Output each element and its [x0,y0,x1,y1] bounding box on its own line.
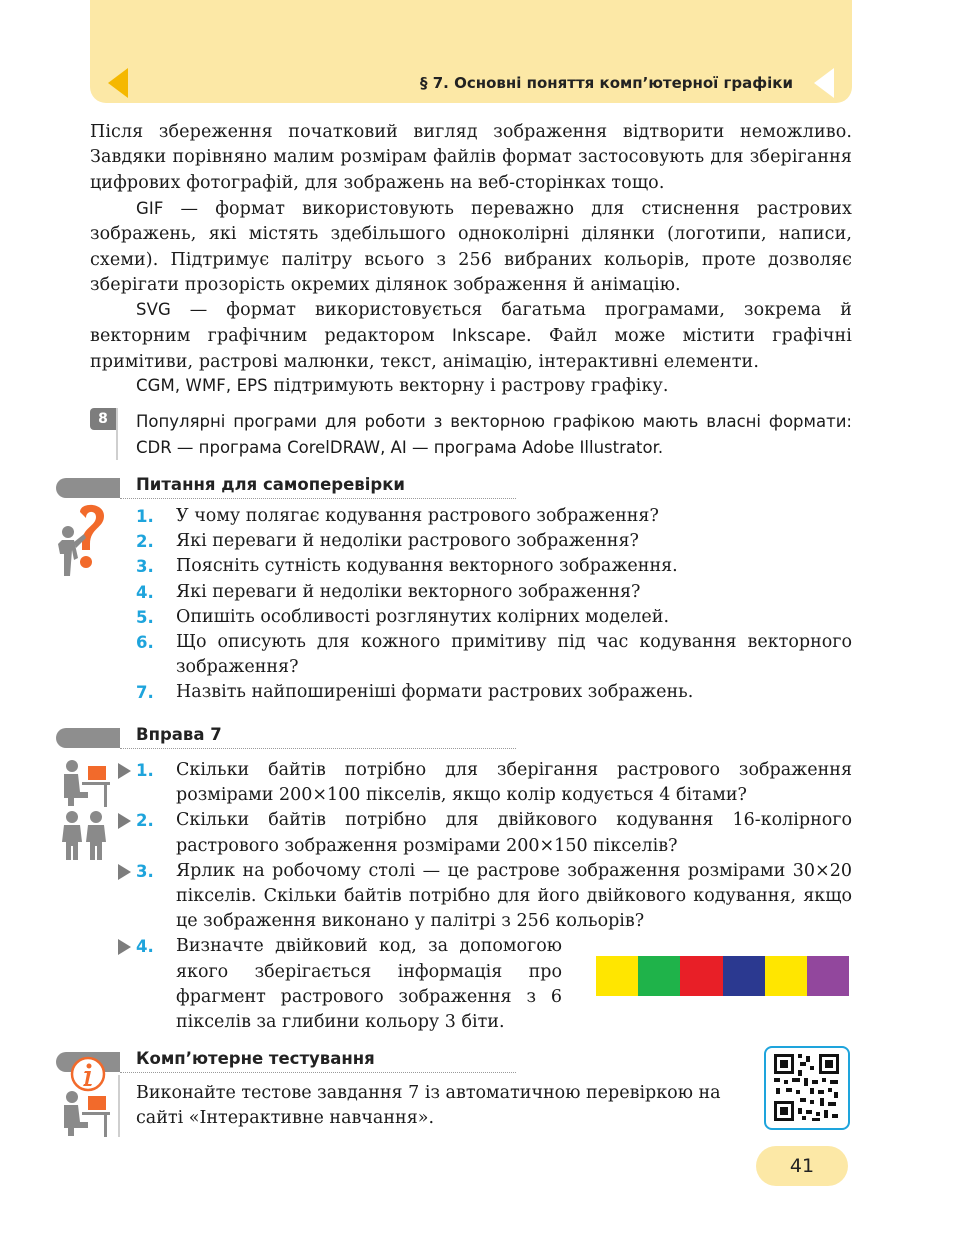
info-icon [70,1056,106,1092]
section-title-exercise: Вправа 7 [136,725,222,744]
section-rule [120,748,516,749]
paragraph-text: . Файл може містити графічні примітиви, растрові малюнки, текст, анімацію, інтерактивні елементи. [90,326,852,372]
paragraph-svg [90,297,852,375]
question-number: 2. [136,532,154,552]
exercise-text: Скільки байтів потрібно для двійкового кодування 16-колірного растрового зображення розмірами 200×150 пікселів? [176,810,852,856]
paragraph-text: Після збереження початковий вигляд зображення відтворити неможливо. Завдяки порівняно малим розмірам файлів формат застосовують для зберігання цифрових фотографій, для зображень на веб-сторінках тощо. [90,122,852,193]
exercise-marker-icon [118,939,131,955]
question-number: 1. [136,507,154,526]
question-text: Які переваги й недоліки растрового зображення? [176,531,639,552]
pixel-cell [765,956,807,996]
format-term-gif: GIF [136,199,164,218]
pixel-cell [680,956,722,996]
prev-page-arrow-icon[interactable] [108,68,128,98]
paragraph-cgm [90,373,852,399]
paragraph-text: підтримують векторну і растрову графіку. [267,376,669,396]
student-at-computer-icon [58,758,110,808]
qr-code-icon[interactable] [764,1046,850,1130]
list-item [118,758,852,808]
paragraph-jpeg-continued [90,120,852,196]
pixel-cell [807,956,849,996]
question-text: Поясніть сутність кодування векторного зображення. [176,556,678,577]
pixel-color-strip [596,956,849,996]
pixel-cell [723,956,765,996]
note-divider [116,408,118,460]
chapter-title: § 7. Основні поняття комп’ютерної графіки [420,74,793,92]
program-name-inkscape: Inkscape [451,326,527,346]
selfcheck-question-list [136,504,852,706]
section-rule [120,498,516,499]
testing-divider [118,1075,120,1137]
list-item [118,934,562,1035]
exercise-text: Ярлик на робочому столі — це растрове зображення розмірами 30×20 пікселів. Скільки байтів потрібно для його двійкового кодування, якщо це зображення виконано у палітрі з 256 кольорів? [176,860,852,932]
student-at-computer-icon [58,1090,110,1138]
exercise-number: 3. [136,861,154,881]
question-text: Назвіть найпоширеніші формати растрових зображень. [176,682,694,703]
note-text: Популярні програми для роботи з векторною графікою мають власні формати: CDR — програма CorelDRAW, AI — програма Adobe Illustrator. [136,412,852,457]
pixel-cell [638,956,680,996]
question-number: 6. [136,633,154,653]
paragraph-gif [90,196,852,298]
paragraph-text: — формат використовується багатьма програмами, зокрема й векторним графічним редактором [90,300,852,347]
exercise-number: 1. [136,761,154,780]
list-item [136,630,852,680]
list-item [136,580,852,605]
list-item [136,554,852,579]
exercise-text: Скільки байтів потрібно для зберігання растрового зображення розмірами 200×100 пікселів, якщо колір кодується 4 бітами? [176,760,852,806]
question-number: 5. [136,607,154,627]
section-rule [120,1072,516,1073]
section-title-testing: Комп’ютерне тестування [136,1049,375,1068]
exercise-text: Визначте двійковий код, за допомогою якого зберігається інформація про фрагмент растрового зображення з 6 пікселів за глибини кольору 3 біти. [176,936,562,1033]
question-number: 4. [136,582,154,602]
list-item [118,808,852,858]
exercise-number: 2. [136,811,154,831]
note-badge: 8 [90,408,116,430]
section-bar-exercise [56,728,120,748]
testing-instructions: Виконайте тестове завдання 7 із автоматичною перевіркою на сайті «Інтерактивне навчання». [136,1083,721,1129]
question-number: 7. [136,683,154,703]
list-item [136,504,852,529]
exercise-marker-icon [118,864,131,880]
pair-of-students-icon [58,810,110,862]
pixel-cell [596,956,638,996]
question-text: У чому полягає кодування растрового зображення? [176,506,659,526]
exercise-marker-icon [118,813,131,829]
section-title-selfcheck: Питання для самоперевірки [136,475,405,494]
next-page-arrow-icon[interactable] [814,68,834,98]
list-item [118,859,852,935]
question-text: Що описують для кожного примітиву під час кодування векторного зображення? [176,632,852,678]
question-figure-icon [54,504,106,580]
list-item [136,605,852,630]
paragraph-text: — формат використовують переважно для стиснення растрових зображень, які містять здебільшого одноколірні ділянки (логотипи, написи, схеми). Підтримує палітру всього з 256 вибраних кольорів, проте дозволяє зберігати прозорість окремих ділянок зображення й анімацію. [90,199,852,295]
qr-code-pattern [766,1048,847,1127]
page-number: 41 [756,1146,848,1186]
exercise-marker-icon [118,763,131,779]
exercise-number: 4. [136,937,154,957]
question-text: Які переваги й недоліки векторного зображення? [176,581,641,602]
list-item [136,529,852,554]
list-item [136,680,852,705]
format-term-svg: SVG [136,300,171,319]
question-text: Опишіть особливості розглянутих колірних моделей. [176,606,670,627]
format-terms-cgm-wmf-eps: CGM, WMF, EPS [136,376,268,395]
section-bar-selfcheck [56,478,120,498]
question-number: 3. [136,557,154,577]
